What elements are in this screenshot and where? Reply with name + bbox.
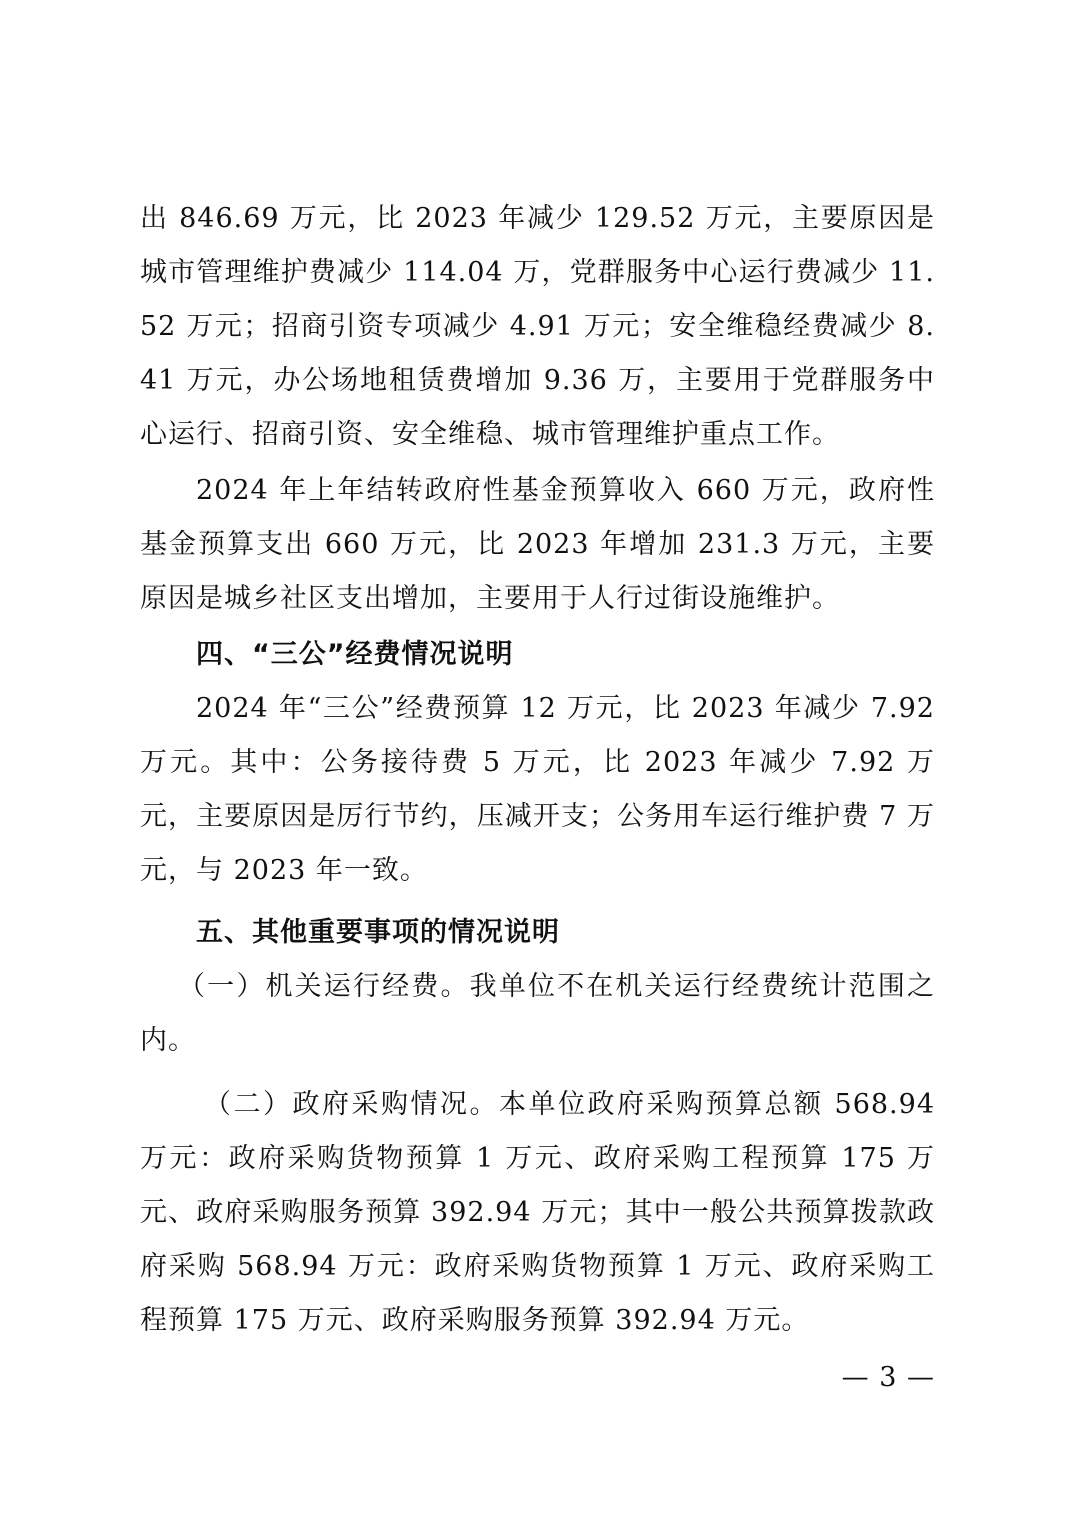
paragraph-government-fund: 2024 年上年结转政府性基金预算收入 660 万元，政府性基金预算支出 660 万元，比 2023 年增加 231.3 万元，主要原因是城乡社区支出增加，主要用于人行过街设施维护。 [140, 475, 935, 614]
paragraph-operating-expenses: （一）机关运行经费。我单位不在机关运行经费统计范围之内。 [140, 971, 935, 1056]
section-heading-four: 四、“三公”经费情况说明 [196, 639, 514, 670]
section-heading-five: 五、其他重要事项的情况说明 [196, 917, 560, 948]
paragraph-three-public-expenses: 2024 年“三公”经费预算 12 万元，比 2023 年减少 7.92 万元。其中：公务接待费 5 万元，比 2023 年减少 7.92 万元，主要原因是厉行节约，压减开支；公务用车运行维护费 7 万元，与 2023 年一致。 [140, 693, 935, 886]
paragraph-expenditure-continued: 出 846.69 万元，比 2023 年减少 129.52 万元，主要原因是城市管理维护费减少 114.04 万，党群服务中心运行费减少 11.52 万元；招商引资专项减少 4.91 万元；安全维稳经费减少 8.41 万元，办公场地租赁费增加 9.36 万，主要用于党群服务中心运行、招商引资、安全维稳、城市管理维护重点工作。 [140, 203, 935, 450]
document-body [140, 192, 935, 1348]
page-number: — 3 — [841, 1362, 935, 1393]
paragraph-government-procurement: （二）政府采购情况。本单位政府采购预算总额 568.94 万元：政府采购货物预算 1 万元、政府采购工程预算 175 万元、政府采购服务预算 392.94 万元；其中一般公共预算拨款政府采购 568.94 万元：政府采购货物预算 1 万元、政府采购工程预算 175 万元、政府采购服务预算 392.94 万元。 [140, 1089, 935, 1336]
